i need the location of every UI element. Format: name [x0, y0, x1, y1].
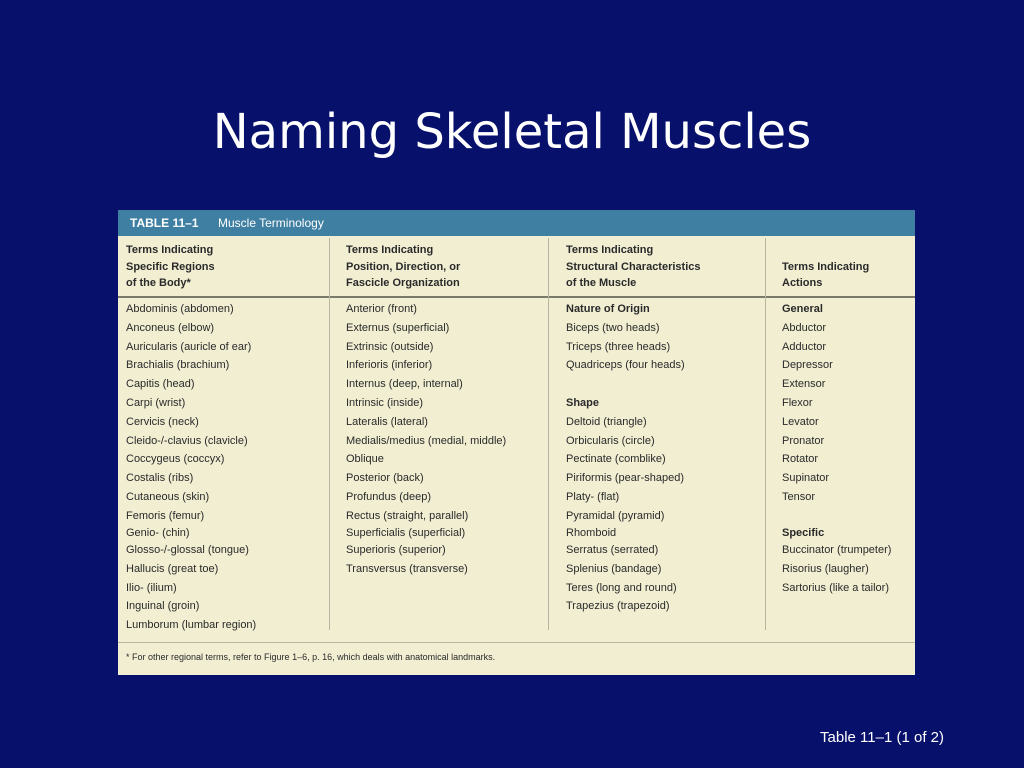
table-term: Lumborum (lumbar region) [126, 619, 257, 632]
table-term: Anterior (front) [346, 303, 417, 315]
table-term: Extensor [782, 378, 826, 391]
column-divider [548, 238, 549, 630]
table-term: Costalis (ribs) [126, 472, 194, 485]
table-term: Platy- (flat) [566, 490, 620, 503]
table-term: Pronator [782, 434, 825, 447]
table-subheading: Shape [566, 396, 600, 409]
footnote-divider [118, 642, 915, 643]
table-term [566, 375, 685, 394]
table-term: Abdominis (abdomen) [126, 303, 234, 315]
table-term: Femoris (femur) [126, 509, 205, 522]
table-term: Deltoid (triangle) [566, 415, 647, 428]
table-term: Trapezius (trapezoid) [566, 600, 670, 613]
table-term: Pectinate (comblike) [566, 453, 666, 466]
table-term: Extrinsic (outside) [346, 340, 434, 353]
table-term: Capitis (head) [126, 378, 195, 391]
table-term: Genio- (chin) [126, 526, 190, 539]
column-header-position: Terms Indicating Position, Direction, or Fascicle Organization [346, 244, 461, 289]
column-structure [566, 300, 685, 616]
table-subheading: General [782, 303, 823, 315]
column-header-regions: Terms Indicating Specific Regions of the Body* [126, 244, 215, 289]
table-term: Tensor [782, 490, 816, 503]
table-term: Internus (deep, internal) [346, 378, 463, 391]
table-number: TABLE 11–1 [130, 216, 199, 230]
table-term: Glosso-/-glossal (tongue) [126, 544, 249, 557]
table-term: Superficialis (superficial) [346, 526, 466, 539]
table-term: Medialis/medius (medial, middle) [346, 434, 507, 447]
table-banner [118, 210, 915, 236]
table-term: Rectus (straight, parallel) [346, 509, 469, 522]
table-term [782, 507, 891, 526]
column-header-structure: Terms Indicating Structural Characteristics of the Muscle [566, 244, 701, 289]
table-term: Anconeus (elbow) [126, 321, 215, 334]
table-caption: Muscle Terminology [218, 216, 324, 230]
table-term: Cleido-/-clavius (clavicle) [126, 434, 248, 447]
table-term: Hallucis (great toe) [126, 562, 219, 575]
table-term: Inguinal (groin) [126, 600, 200, 613]
slide-title: Naming Skeletal Muscles [212, 104, 812, 160]
table-term: Splenius (bandage) [566, 562, 662, 575]
table-term: Flexor [782, 396, 813, 409]
table-subheading: Specific [782, 526, 825, 539]
table-term: Inferioris (inferior) [346, 359, 433, 372]
table-term: Supinator [782, 472, 830, 485]
table-term: Transversus (transverse) [346, 562, 468, 575]
table-term: Superioris (superior) [346, 544, 446, 557]
table-term: Sartorius (like a tailor) [782, 581, 889, 594]
table-term: Adductor [782, 340, 827, 353]
column-regions [126, 300, 256, 635]
table-term: Pyramidal (pyramid) [566, 509, 665, 522]
table-footnote: * For other regional terms, refer to Figure 1–6, p. 16, which deals with anatomical landmarks. [126, 652, 496, 662]
column-divider [329, 238, 330, 630]
table-term: Lateralis (lateral) [346, 415, 428, 428]
table-header-row [118, 238, 915, 298]
table-term: Posterior (back) [346, 472, 424, 485]
table-term: Intrinsic (inside) [346, 396, 424, 409]
table-term: Cervicis (neck) [126, 415, 199, 428]
table-term: Triceps (three heads) [566, 340, 671, 353]
table-term: Depressor [782, 359, 833, 372]
slide-caption: Table 11–1 (1 of 2) [820, 729, 944, 746]
table-term: Piriformis (pear-shaped) [566, 472, 684, 485]
table-term: Orbicularis (circle) [566, 434, 655, 447]
table-term: Rhomboid [566, 526, 617, 539]
table-term: Levator [782, 415, 819, 428]
table-subheading: Nature of Origin [566, 303, 650, 315]
table-term: Teres (long and round) [566, 581, 677, 594]
table-term: Serratus (serrated) [566, 544, 659, 557]
table-term: Oblique [346, 453, 384, 466]
table-term: Risorius (laugher) [782, 562, 869, 575]
table-term: Brachialis (brachium) [126, 359, 230, 372]
table-term: Cutaneous (skin) [126, 490, 210, 503]
table-term: Externus (superficial) [346, 321, 450, 334]
table-term: Ilio- (ilium) [126, 581, 177, 594]
table-term: Carpi (wrist) [126, 396, 186, 409]
table-term: Rotator [782, 453, 819, 466]
muscle-terminology-table [118, 210, 915, 675]
table-term: Coccygeus (coccyx) [126, 453, 225, 466]
table-term: Abductor [782, 321, 827, 334]
column-actions [782, 300, 891, 597]
table-term: Buccinator (trumpeter) [782, 544, 892, 557]
column-divider [765, 238, 766, 630]
table-term: Profundus (deep) [346, 490, 431, 503]
column-header-actions: Terms Indicating Actions [782, 260, 870, 289]
table-term: Quadriceps (four heads) [566, 359, 685, 372]
column-position [346, 300, 506, 579]
table-term: Auricularis (auricle of ear) [126, 340, 252, 353]
table-term: Biceps (two heads) [566, 321, 660, 334]
